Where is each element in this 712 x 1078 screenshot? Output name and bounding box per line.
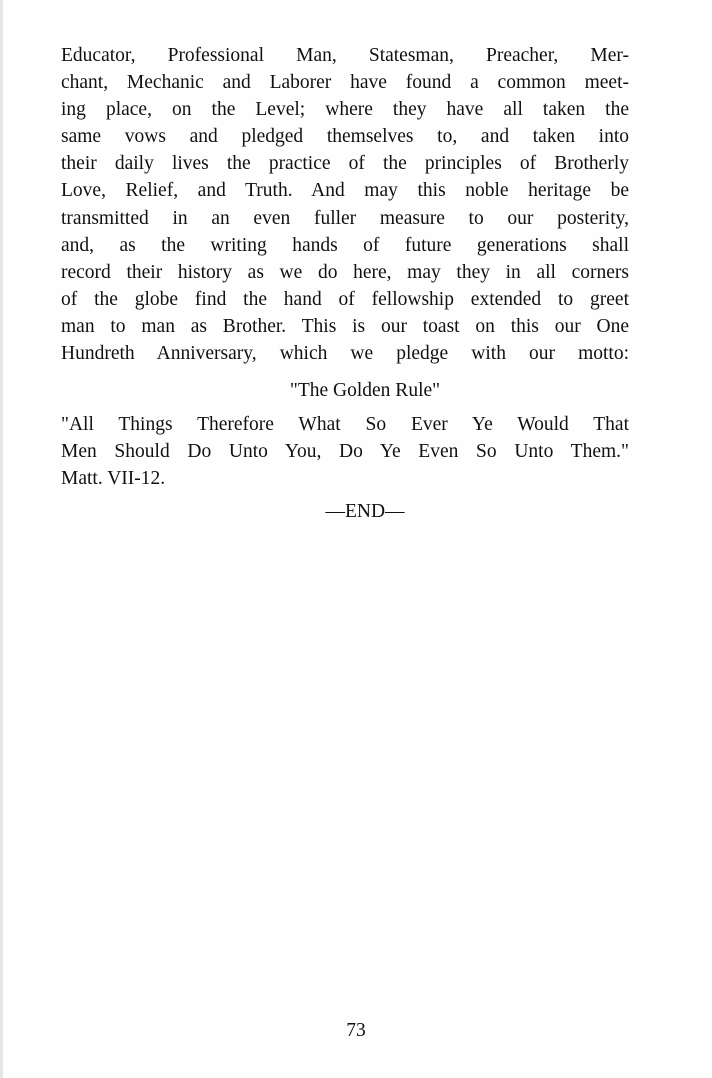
quote-line: "All Things Therefore What So Ever Ye Would That xyxy=(61,414,629,436)
body-line: record their history as we do here, may they in all corners xyxy=(61,261,629,283)
body-text xyxy=(61,42,629,526)
body-line: man to man as Brother. This is our toast on this our One xyxy=(61,315,629,337)
end-mark: —END— xyxy=(325,501,405,523)
motto-title: "The Golden Rule" xyxy=(289,380,441,402)
body-line: same vows and pledged themselves to, and taken into xyxy=(61,126,629,148)
body-line: transmitted in an even fuller measure to our posterity, xyxy=(61,207,629,229)
body-line: of the globe find the hand of fellowship extended to greet xyxy=(61,288,629,310)
body-line: Hundreth Anniversary, which we pledge with our motto: xyxy=(61,343,629,365)
body-line: chant, Mechanic and Laborer have found a common meet- xyxy=(61,72,629,94)
body-line: Love, Relief, and Truth. And may this noble heritage be xyxy=(61,180,629,202)
scripture-quote xyxy=(61,411,629,492)
page-gutter xyxy=(0,0,3,1078)
quote-line: Men Should Do Unto You, Do Ye Even So Unto Them." xyxy=(61,441,629,463)
quote-citation: Matt. VII-12. xyxy=(61,468,166,490)
body-line: and, as the writing hands of future generations shall xyxy=(61,234,629,256)
body-line: Educator, Professional Man, Statesman, Preacher, Mer- xyxy=(61,45,629,66)
body-line: their daily lives the practice of the principles of Brotherly xyxy=(61,153,629,175)
page-number: 73 xyxy=(346,1020,366,1041)
body-line: ing place, on the Level; where they have all taken the xyxy=(61,99,629,121)
